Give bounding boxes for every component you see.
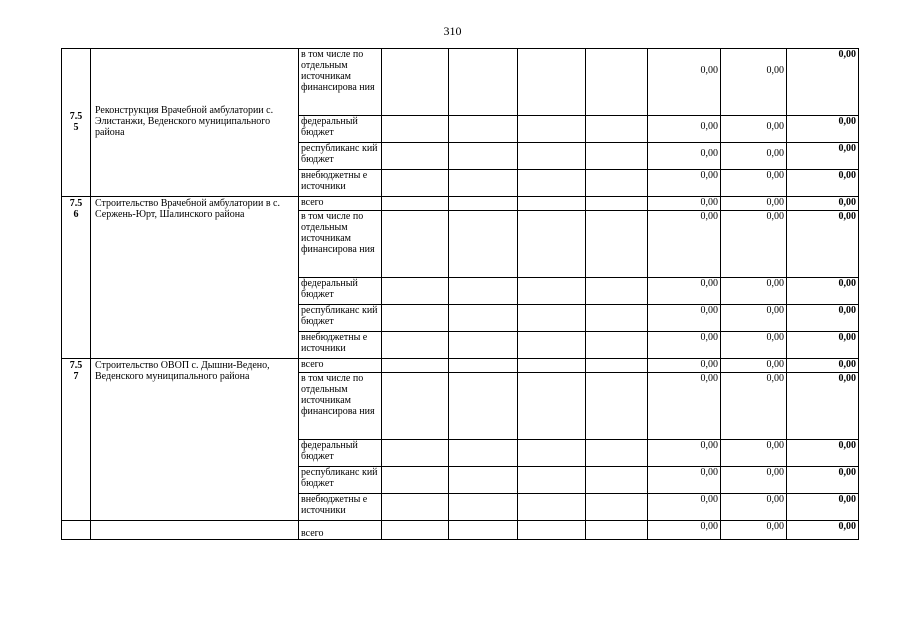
value-cell: 0,00 [648, 467, 721, 494]
source-label: всего [299, 521, 382, 540]
total-cell: 0,00 [787, 359, 859, 373]
value-cell: 0,00 [648, 170, 721, 197]
total-cell: 0,00 [787, 170, 859, 197]
value-cell: 0,00 [721, 143, 787, 170]
total-cell: 0,00 [787, 116, 859, 143]
value-cell: 0,00 [721, 170, 787, 197]
value-cell: 0,00 [721, 332, 787, 359]
total-cell: 0,00 [787, 49, 859, 116]
value-cell: 0,00 [648, 116, 721, 143]
value-cell: 0,00 [721, 49, 787, 116]
value-cell: 0,00 [648, 494, 721, 521]
source-label: федеральный бюджет [299, 278, 382, 305]
source-label: в том числе по отдельным источникам финансирова ния [299, 49, 382, 116]
source-label: республиканс кий бюджет [299, 305, 382, 332]
value-cell: 0,00 [721, 521, 787, 540]
value-cell: 0,00 [721, 197, 787, 211]
value-cell: 0,00 [721, 494, 787, 521]
value-cell: 0,00 [721, 440, 787, 467]
value-cell: 0,00 [648, 373, 721, 440]
value-cell: 0,00 [721, 116, 787, 143]
value-cell: 0,00 [648, 332, 721, 359]
value-cell: 0,00 [648, 305, 721, 332]
total-cell: 0,00 [787, 305, 859, 332]
object-name: Строительство ОВОП с. Дышни-Ведено, Веденского муниципального района [91, 359, 299, 521]
value-cell: 0,00 [648, 211, 721, 278]
total-cell: 0,00 [787, 521, 859, 540]
table-row [62, 49, 859, 116]
source-label: внебюджетны е источники [299, 332, 382, 359]
budget-table [61, 48, 859, 540]
table-row [62, 521, 859, 540]
value-cell: 0,00 [721, 467, 787, 494]
source-label: в том числе по отдельным источникам финансирова ния [299, 211, 382, 278]
table-row [62, 359, 859, 373]
total-cell: 0,00 [787, 467, 859, 494]
source-label: всего [299, 359, 382, 373]
value-cell: 0,00 [648, 359, 721, 373]
total-cell: 0,00 [787, 494, 859, 521]
total-cell: 0,00 [787, 211, 859, 278]
source-label: внебюджетны е источники [299, 494, 382, 521]
total-cell: 0,00 [787, 197, 859, 211]
row-number: 7.5 7 [62, 359, 91, 521]
total-cell: 0,00 [787, 278, 859, 305]
value-cell: 0,00 [648, 278, 721, 305]
source-label: республиканс кий бюджет [299, 467, 382, 494]
value-cell: 0,00 [648, 440, 721, 467]
total-cell: 0,00 [787, 440, 859, 467]
total-cell: 0,00 [787, 332, 859, 359]
source-label: республиканс кий бюджет [299, 143, 382, 170]
value-cell: 0,00 [721, 305, 787, 332]
total-cell: 0,00 [787, 143, 859, 170]
source-label: федеральный бюджет [299, 440, 382, 467]
object-name: Строительство Врачебной амбулатории в с. Сержень-Юрт, Шалинского района [91, 197, 299, 359]
row-number: 7.5 5 [62, 49, 91, 197]
value-cell: 0,00 [721, 278, 787, 305]
value-cell: 0,00 [721, 211, 787, 278]
source-label: в том числе по отдельным источникам финансирова ния [299, 373, 382, 440]
value-cell: 0,00 [648, 143, 721, 170]
source-label: федеральный бюджет [299, 116, 382, 143]
value-cell: 0,00 [648, 197, 721, 211]
value-cell: 0,00 [721, 359, 787, 373]
value-cell: 0,00 [648, 521, 721, 540]
object-name: Реконструкция Врачебной амбулатории с. Элистанжи, Веденского муниципального района [91, 49, 299, 197]
table-row [62, 197, 859, 211]
row-number: 7.5 6 [62, 197, 91, 359]
total-cell: 0,00 [787, 373, 859, 440]
page-number: 310 [443, 24, 462, 38]
value-cell: 0,00 [721, 373, 787, 440]
source-label: всего [299, 197, 382, 211]
source-label: внебюджетны е источники [299, 170, 382, 197]
value-cell: 0,00 [648, 49, 721, 116]
